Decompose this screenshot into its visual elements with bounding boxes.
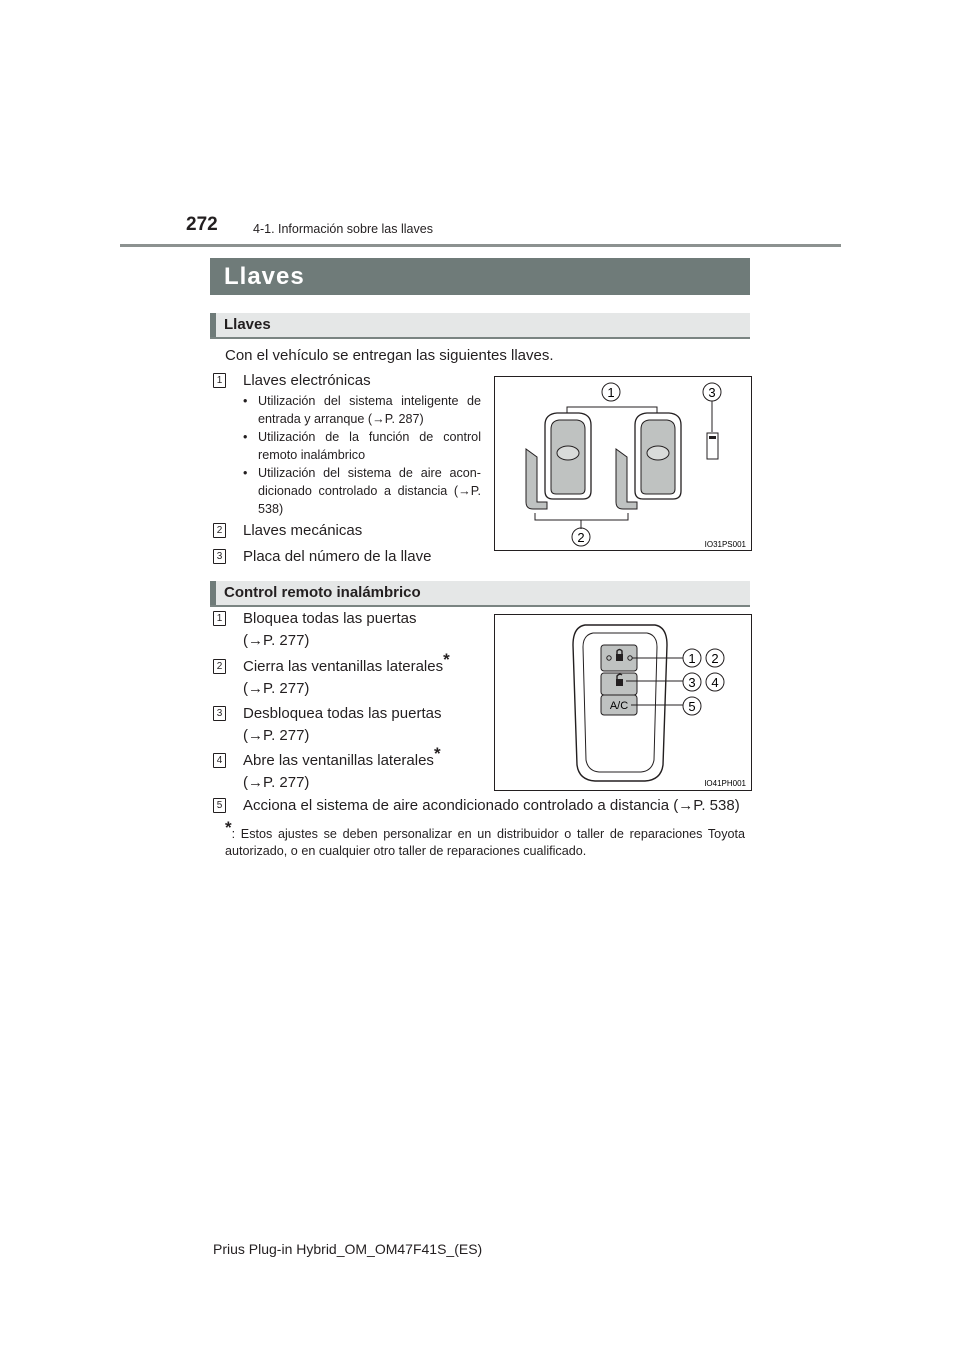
- bullet-item: • Utilización de la función de control remoto inalámbrico: [243, 430, 481, 462]
- callout-3: 3: [688, 675, 696, 690]
- keys-figure: [494, 376, 752, 551]
- item-lock-doors: Bloquea todas las puertas (→P. 277): [243, 610, 417, 649]
- bullet-item: • Utilización del sistema de aire acon-dicionado controlado a distancia (→P. 538): [243, 466, 481, 516]
- callout-1: 1: [688, 651, 696, 666]
- item-electronic-keys: Llaves electrónicas: [243, 372, 371, 389]
- callout-number: 3: [213, 549, 226, 564]
- item-unlock-doors: Desbloquea todas las puertas (→P. 277): [243, 705, 442, 744]
- callout-2: 2: [711, 651, 719, 666]
- bullet-item: • Utilización del sistema inteligente de entrada y arranque (→P. 287): [243, 394, 481, 426]
- figure-code: IO41PH001: [704, 779, 746, 788]
- figure-code: IO31PS001: [704, 540, 746, 549]
- callout-number: 1: [213, 611, 226, 626]
- page-number: 272: [186, 214, 218, 235]
- callout-number: 5: [213, 798, 226, 813]
- callout-number: 2: [213, 659, 226, 674]
- section-heading-keys: [210, 313, 750, 339]
- page-title-bar: [210, 258, 750, 295]
- section-breadcrumb: 4-1. Información sobre las llaves: [253, 222, 433, 236]
- section-heading-text: Llaves: [224, 316, 271, 333]
- header-rule: [120, 244, 841, 247]
- intro-text: Con el vehículo se entregan las siguientes llaves.: [225, 347, 554, 364]
- item-mechanical-keys: Llaves mecánicas: [243, 522, 363, 539]
- callout-1: 1: [607, 385, 615, 400]
- item-close-windows: Cierra las ventanillas laterales* (→P. 277): [243, 650, 450, 697]
- callout-5: 5: [688, 699, 696, 714]
- keys-illustration: [495, 377, 751, 550]
- remote-illustration: [495, 615, 751, 790]
- callout-number: 2: [213, 523, 226, 538]
- callout-number: 3: [213, 706, 226, 721]
- electronic-key-left: [526, 413, 591, 509]
- item-remote-ac: Acciona el sistema de aire acondicionado controlado a distancia (→P. 538): [243, 797, 740, 814]
- footnote: *: Estos ajustes se deben personalizar en un distribuidor o taller de reparaciones Toyota autorizado, o en cualquier otro taller de reparaciones cualificado.: [225, 817, 745, 858]
- ac-button-label: A/C: [609, 700, 629, 712]
- callout-4: 4: [711, 675, 719, 690]
- remote-figure: [494, 614, 752, 791]
- callout-2: 2: [577, 530, 585, 545]
- electronic-key-right: [616, 413, 681, 509]
- footer-model: Prius Plug-in Hybrid_OM_OM47F41S_(ES): [213, 1241, 483, 1257]
- callout-number: 4: [213, 753, 226, 768]
- callout-3: 3: [708, 385, 716, 400]
- item-open-windows: Abre las ventanillas laterales* (→P. 277): [243, 744, 441, 791]
- callout-number: 1: [213, 373, 226, 388]
- item-key-number-plate: Placa del número de la llave: [243, 548, 432, 565]
- section-heading-remote: [210, 581, 750, 607]
- section-heading-text: Control remoto inalámbrico: [224, 584, 421, 601]
- page-title: Llaves: [224, 263, 305, 290]
